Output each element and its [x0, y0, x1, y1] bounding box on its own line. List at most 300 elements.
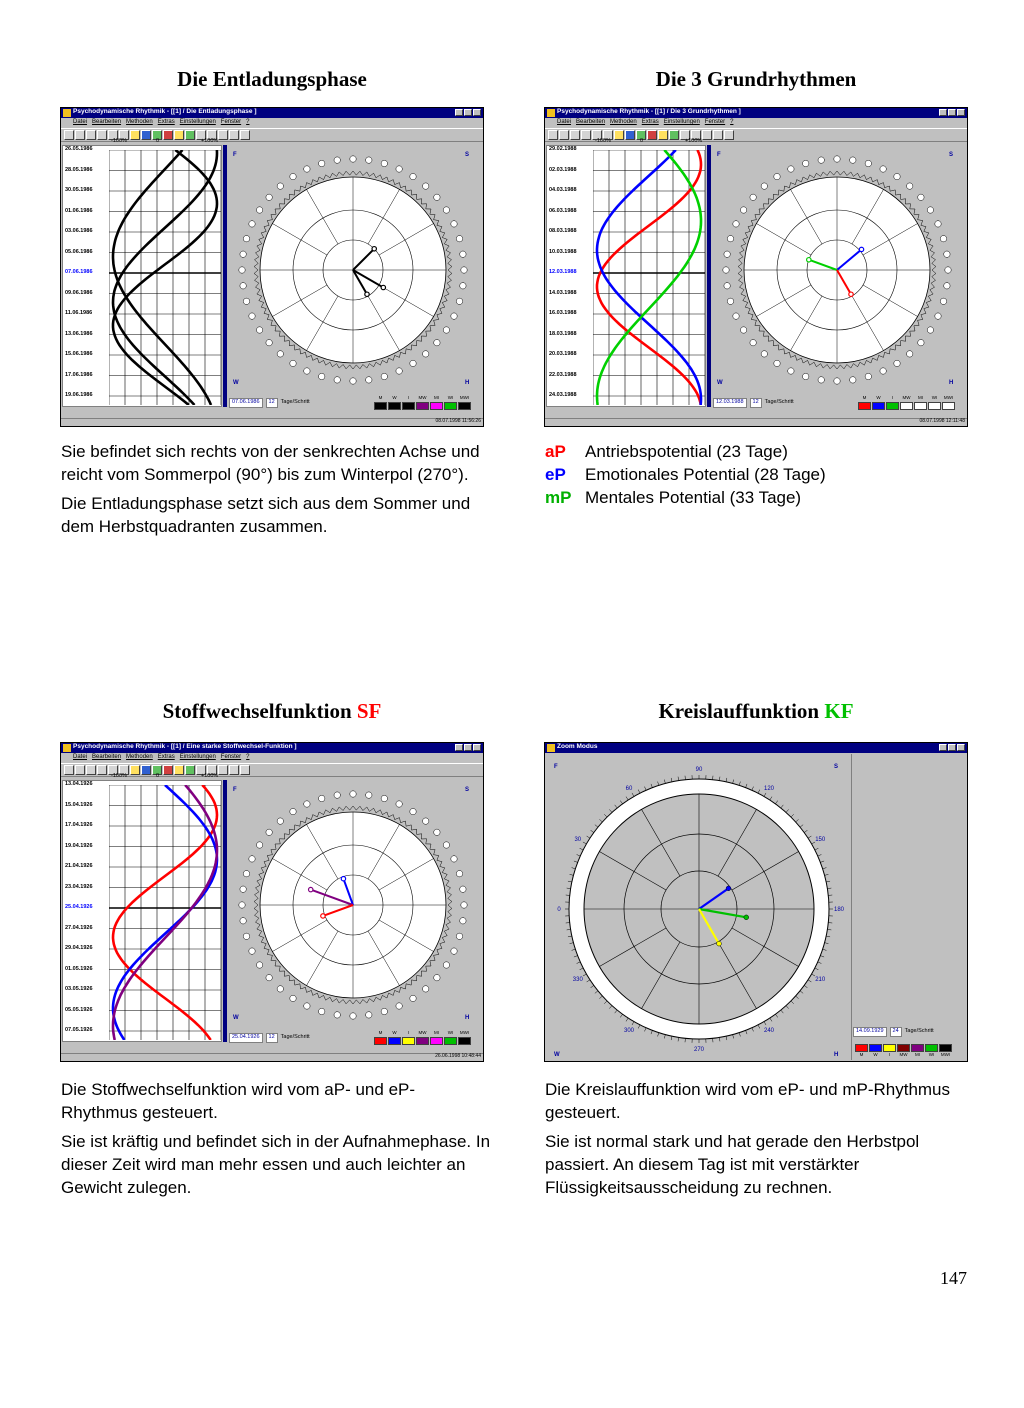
swatch-labels — [374, 396, 471, 401]
corner-label-f: F — [233, 787, 237, 793]
corner-label-h: H — [465, 380, 470, 386]
day-marker — [935, 221, 941, 227]
date-label: 28.05.1986 — [65, 166, 93, 173]
swatch-label: M — [859, 1052, 864, 1057]
date-label: 03.06.1986 — [65, 228, 93, 234]
corner-label-f: F — [233, 152, 237, 158]
corner-label-h: H — [465, 1015, 470, 1021]
minimize-button[interactable] — [455, 109, 463, 116]
toolbar-button[interactable] — [75, 765, 85, 775]
color-swatch[interactable] — [444, 1037, 457, 1045]
date-label: 23.04.1926 — [65, 883, 93, 890]
day-marker — [239, 267, 245, 273]
color-swatch[interactable] — [911, 1044, 924, 1052]
hand-tip — [717, 941, 722, 946]
toolbar-button[interactable] — [570, 130, 580, 140]
rhythm-curve — [113, 150, 211, 405]
toolbar-button[interactable] — [64, 130, 74, 140]
rhythm-curves — [109, 150, 221, 405]
date-field[interactable]: 14.09.1929 — [853, 1027, 887, 1037]
day-marker — [740, 327, 746, 333]
day-marker — [334, 157, 340, 163]
text-entladungsphase — [61, 440, 491, 544]
toolbar-button[interactable] — [86, 130, 96, 140]
date-label: 17.04.1926 — [65, 822, 93, 828]
toolbar-button[interactable] — [713, 130, 723, 140]
swatch-label: M — [378, 395, 383, 400]
date-label: 01.05.1926 — [65, 965, 93, 972]
text-kreislauf — [545, 1078, 975, 1205]
toolbar-button[interactable] — [240, 130, 250, 140]
day-marker — [334, 1012, 340, 1018]
zoom-date-control — [853, 1027, 934, 1037]
toolbar-button[interactable] — [548, 130, 558, 140]
swatch-label: M — [378, 1030, 383, 1035]
color-swatch[interactable] — [402, 1037, 415, 1045]
color-swatches — [374, 1037, 471, 1045]
screenshot-window-stoffwechsel — [60, 742, 484, 1062]
day-marker — [266, 194, 272, 200]
date-label: 07.06.1986 — [65, 269, 93, 275]
corner-label-w: W — [233, 380, 239, 386]
heading-stoffwechsel — [62, 699, 482, 724]
day-marker — [460, 886, 466, 892]
toolbar-button[interactable] — [724, 130, 734, 140]
toolbar-button[interactable] — [218, 765, 228, 775]
color-swatch[interactable] — [374, 1037, 387, 1045]
rhythm-curve — [597, 150, 701, 405]
paragraph: Sie ist normal stark und hat gerade den Herbstpol passiert. An diesem Tag ist mit verstärkter Flüssigkeitsausscheidung zu rechnen. — [545, 1132, 920, 1197]
date-control — [229, 398, 310, 408]
swatch-label: I — [888, 1052, 891, 1057]
legend-text: Emotionales Potential (28 Tage) — [585, 465, 826, 484]
toolbar-button[interactable] — [581, 130, 591, 140]
corner-label-w: W — [233, 1015, 239, 1021]
date-label: 12.03.1988 — [549, 269, 577, 275]
menu-item[interactable]: Bearbeiten — [92, 119, 122, 125]
toolbar-button[interactable] — [141, 130, 151, 140]
date-control — [229, 1033, 310, 1043]
color-swatch[interactable] — [458, 402, 471, 410]
toolbar-button[interactable] — [75, 130, 85, 140]
color-swatch[interactable] — [416, 1037, 429, 1045]
day-marker — [277, 818, 283, 824]
day-marker — [319, 373, 325, 379]
day-marker — [750, 340, 756, 346]
day-marker — [249, 856, 255, 862]
date-control — [713, 398, 794, 408]
splitter — [223, 145, 227, 407]
day-marker — [396, 801, 402, 807]
date-label: 19.04.1926 — [65, 842, 93, 849]
heading-accent-sf: SF — [356, 699, 382, 723]
title-bar — [545, 108, 967, 118]
rhythm-curve — [113, 150, 217, 405]
minimize-button[interactable] — [455, 744, 463, 751]
swatch-label: I — [407, 1030, 410, 1035]
day-marker — [249, 313, 255, 319]
close-button[interactable] — [957, 109, 965, 116]
close-button[interactable] — [473, 744, 481, 751]
date-label: 16.03.1988 — [549, 310, 577, 316]
degree-label: 150 — [815, 837, 826, 843]
toolbar-button[interactable] — [240, 765, 250, 775]
corner-label-f: F — [717, 152, 721, 158]
color-swatch[interactable] — [886, 402, 899, 410]
day-marker — [304, 368, 310, 374]
day-marker — [290, 808, 296, 814]
color-swatch[interactable] — [939, 1044, 952, 1052]
day-marker — [456, 871, 462, 877]
toolbar-button[interactable] — [647, 130, 657, 140]
date-field[interactable]: 07.06.1986 — [229, 398, 263, 408]
degree-label: 120 — [763, 785, 775, 792]
maximize-button[interactable] — [948, 109, 956, 116]
menu-item[interactable]: Datei — [73, 754, 88, 760]
day-marker — [461, 267, 467, 273]
step-field[interactable]: 12 — [266, 398, 278, 408]
day-marker — [290, 360, 296, 366]
day-marker — [240, 918, 246, 924]
step-field[interactable]: 12 — [266, 1033, 278, 1043]
color-swatch[interactable] — [458, 1037, 471, 1045]
menu-item[interactable]: Extras — [157, 119, 175, 125]
color-swatches — [374, 402, 471, 410]
menu-item[interactable]: Fenster — [704, 119, 726, 125]
legend-key: mP — [545, 488, 572, 507]
day-marker — [423, 351, 429, 357]
date-label: 27.04.1926 — [65, 924, 93, 931]
day-marker — [443, 842, 449, 848]
screenshot-window-grundrhythmen — [544, 107, 968, 427]
step-field[interactable]: 24 — [890, 1027, 902, 1037]
swatch-label: M — [862, 395, 867, 400]
window-buttons — [939, 109, 965, 116]
swatch-label: W — [876, 395, 881, 400]
toolbar-button[interactable] — [218, 130, 228, 140]
phase-circle-diagram — [228, 780, 480, 1042]
menu-item[interactable]: Bearbeiten — [92, 754, 122, 760]
screenshot-window-zoom — [544, 742, 968, 1062]
date-label: 14.03.1988 — [549, 289, 577, 296]
day-marker — [724, 283, 730, 289]
menu-item[interactable]: Methoden — [126, 754, 153, 760]
toolbar-button[interactable] — [229, 765, 239, 775]
app-icon — [547, 744, 555, 752]
date-label: 02.03.1988 — [549, 166, 577, 173]
hand-tip — [726, 886, 731, 891]
date-field[interactable]: 12.03.1988 — [713, 398, 747, 408]
day-marker — [918, 194, 924, 200]
menu-item[interactable]: Methoden — [126, 119, 153, 125]
hand-tip — [849, 292, 853, 296]
menu-item[interactable]: Datei — [73, 119, 88, 125]
rhythm-curves — [593, 150, 705, 405]
day-marker — [788, 166, 794, 172]
swatch-labels — [374, 1031, 471, 1036]
swatch-label: WI — [928, 1052, 935, 1057]
day-marker — [319, 160, 325, 166]
window-title: Psychodynamische Rhythmik - [[1] / Eine starke Stoffwechsel-Funktion ] — [73, 743, 297, 750]
status-bar: 08.07.1998 12:11:48 — [545, 418, 967, 426]
day-marker — [834, 378, 840, 384]
app-icon — [63, 109, 71, 117]
day-marker — [277, 183, 283, 189]
day-marker — [350, 156, 356, 162]
color-swatch[interactable] — [430, 1037, 443, 1045]
menu-item[interactable]: ? — [246, 119, 250, 125]
color-swatch[interactable] — [402, 402, 415, 410]
color-swatch[interactable] — [925, 1044, 938, 1052]
menu-item[interactable]: ? — [730, 119, 734, 125]
date-label: 20.03.1988 — [549, 351, 577, 357]
day-marker — [461, 902, 467, 908]
day-marker — [240, 283, 246, 289]
window-title: Psychodynamische Rhythmik - [[1] / Die Entladungsphase ] — [73, 108, 257, 115]
date-label: 15.04.1926 — [65, 801, 93, 808]
day-marker — [277, 986, 283, 992]
day-marker — [434, 975, 440, 981]
swatch-label: MI — [918, 395, 923, 400]
swatch-label: MI — [434, 1030, 439, 1035]
rhythm-curve — [113, 150, 217, 405]
date-label: 18.03.1988 — [549, 330, 577, 337]
swatch-label: WI — [931, 395, 938, 400]
swatch-label: WI — [447, 1030, 454, 1035]
maximize-button[interactable] — [464, 109, 472, 116]
day-marker — [334, 377, 340, 383]
screenshot-window-entladung — [60, 107, 484, 427]
splitter — [223, 780, 227, 1042]
maximize-button[interactable] — [464, 744, 472, 751]
day-marker — [443, 327, 449, 333]
date-label: 01.06.1986 — [65, 207, 93, 214]
menu-item[interactable]: Einstellungen — [663, 119, 700, 125]
color-swatch[interactable] — [444, 402, 457, 410]
color-swatch[interactable] — [914, 402, 927, 410]
day-marker — [880, 368, 886, 374]
day-marker — [761, 351, 767, 357]
menu-item[interactable]: Datei — [557, 119, 572, 125]
menu-item[interactable]: Fenster — [220, 119, 242, 125]
date-label: 30.05.1986 — [65, 187, 93, 193]
day-marker — [277, 351, 283, 357]
day-marker — [451, 856, 457, 862]
axis-label: 0 — [640, 138, 644, 144]
menu-item[interactable]: Einstellungen — [179, 754, 216, 760]
heading-text: Kreislauffunktion — [658, 699, 825, 723]
zoom-circle-diagram — [546, 754, 851, 1062]
toolbar-button[interactable] — [702, 130, 712, 140]
phase-circle-diagram — [228, 145, 480, 407]
day-marker — [818, 157, 824, 163]
color-swatches — [855, 1044, 952, 1052]
day-marker — [423, 818, 429, 824]
date-label: 11.06.1986 — [65, 310, 93, 316]
day-marker — [240, 251, 246, 257]
window-buttons — [939, 744, 965, 751]
toolbar-button[interactable] — [174, 765, 184, 775]
day-marker — [266, 975, 272, 981]
menu-item[interactable]: Fenster — [220, 754, 242, 760]
color-swatch[interactable] — [855, 1044, 868, 1052]
day-marker — [940, 236, 946, 242]
toolbar-button[interactable] — [229, 130, 239, 140]
toolbar-button[interactable] — [97, 765, 107, 775]
color-swatch[interactable] — [900, 402, 913, 410]
menu-bar — [61, 118, 483, 128]
hand-tip — [381, 285, 385, 289]
rhythm-curve — [597, 150, 701, 405]
day-marker — [850, 377, 856, 383]
day-marker — [396, 368, 402, 374]
day-marker — [256, 327, 262, 333]
color-swatch[interactable] — [883, 1044, 896, 1052]
menu-item[interactable]: Einstellungen — [179, 119, 216, 125]
heading-text: Stoffwechselfunktion — [162, 699, 357, 723]
step-field[interactable]: 12 — [750, 398, 762, 408]
day-marker — [381, 160, 387, 166]
step-label: Tage/Schritt — [280, 399, 310, 405]
color-swatch[interactable] — [928, 402, 941, 410]
day-marker — [443, 962, 449, 968]
color-swatch[interactable] — [942, 402, 955, 410]
legend-row-ep — [545, 463, 826, 486]
toolbar-button[interactable] — [86, 765, 96, 775]
date-label: 13.04.1926 — [65, 781, 93, 787]
swatch-label: I — [407, 395, 410, 400]
zoom-side-panel — [851, 754, 966, 1060]
date-field[interactable]: 25.04.1926 — [229, 1033, 263, 1043]
heading-entladungsphase — [62, 67, 482, 92]
axis-label: +100% — [685, 138, 703, 144]
toolbar-button[interactable] — [614, 130, 624, 140]
hand-tip — [365, 292, 369, 296]
hand-tip — [744, 915, 749, 920]
toolbar-button[interactable] — [130, 765, 140, 775]
degree-label: 60 — [625, 785, 633, 792]
swatch-label: MW — [418, 395, 427, 400]
text-stoffwechsel — [61, 1078, 491, 1205]
hand-tip — [341, 876, 345, 880]
toolbar-button[interactable] — [163, 765, 173, 775]
color-swatch[interactable] — [869, 1044, 882, 1052]
degree-label: 270 — [693, 1047, 705, 1053]
date-label: 29.04.1926 — [65, 945, 93, 951]
day-marker — [940, 298, 946, 304]
day-marker — [423, 986, 429, 992]
date-label: 06.03.1988 — [549, 207, 577, 214]
day-marker — [366, 792, 372, 798]
day-marker — [366, 1012, 372, 1018]
minimize-button[interactable] — [939, 744, 947, 751]
menu-item[interactable]: Methoden — [610, 119, 637, 125]
toolbar-button[interactable] — [185, 765, 195, 775]
close-button[interactable] — [957, 744, 965, 751]
menu-item[interactable]: Bearbeiten — [576, 119, 606, 125]
toolbar-button[interactable] — [658, 130, 668, 140]
swatch-label: MWI — [940, 1052, 951, 1057]
day-marker — [350, 378, 356, 384]
minimize-button[interactable] — [939, 109, 947, 116]
toolbar-button[interactable] — [174, 130, 184, 140]
day-marker — [410, 173, 416, 179]
day-marker — [451, 221, 457, 227]
color-swatch[interactable] — [416, 402, 429, 410]
day-marker — [944, 283, 950, 289]
menu-item[interactable]: ? — [246, 754, 250, 760]
day-marker — [290, 173, 296, 179]
day-marker — [451, 313, 457, 319]
color-swatch[interactable] — [897, 1044, 910, 1052]
color-swatch[interactable] — [388, 402, 401, 410]
degree-label: 300 — [623, 1028, 635, 1035]
axis-label: 0 — [156, 773, 160, 779]
toolbar-button[interactable] — [141, 765, 151, 775]
day-marker — [733, 313, 739, 319]
color-swatch[interactable] — [858, 402, 871, 410]
day-marker — [774, 360, 780, 366]
color-swatch[interactable] — [374, 402, 387, 410]
toolbar-button[interactable] — [185, 130, 195, 140]
date-label: 13.06.1986 — [65, 330, 93, 337]
swatch-label: W — [392, 395, 397, 400]
day-marker — [907, 351, 913, 357]
toolbar-button[interactable] — [163, 130, 173, 140]
rhythm-curves — [109, 785, 221, 1040]
day-marker — [290, 995, 296, 1001]
close-button[interactable] — [473, 109, 481, 116]
maximize-button[interactable] — [948, 744, 956, 751]
day-marker — [740, 207, 746, 213]
day-marker — [818, 377, 824, 383]
day-marker — [935, 313, 941, 319]
menu-item[interactable]: Extras — [157, 754, 175, 760]
toolbar-button[interactable] — [669, 130, 679, 140]
heading-kreislauf — [546, 699, 966, 724]
toolbar-button[interactable] — [97, 130, 107, 140]
date-label: 26.05.1986 — [65, 146, 93, 152]
day-marker — [894, 360, 900, 366]
menu-item[interactable]: Extras — [641, 119, 659, 125]
rhythm-curve — [597, 150, 701, 405]
title-bar — [61, 743, 483, 753]
day-marker — [733, 221, 739, 227]
color-swatch[interactable] — [388, 1037, 401, 1045]
day-marker — [944, 251, 950, 257]
toolbar-button[interactable] — [559, 130, 569, 140]
toolbar-button[interactable] — [130, 130, 140, 140]
color-swatch[interactable] — [430, 402, 443, 410]
legend-grundrhythmen — [545, 440, 826, 509]
day-marker — [249, 221, 255, 227]
day-marker — [865, 160, 871, 166]
color-swatch[interactable] — [872, 402, 885, 410]
day-marker — [918, 340, 924, 346]
toolbar-button[interactable] — [64, 765, 74, 775]
window-title: Psychodynamische Rhythmik - [[1] / Die 3 Grundrhythmen ] — [557, 108, 741, 115]
day-marker — [894, 173, 900, 179]
axis-label: -100% — [111, 773, 127, 779]
axis-label: +100% — [201, 773, 219, 779]
day-marker — [410, 360, 416, 366]
toolbar-button[interactable] — [625, 130, 635, 140]
day-marker — [434, 829, 440, 835]
day-marker — [945, 267, 951, 273]
day-marker — [907, 183, 913, 189]
swatch-label: MWI — [459, 395, 470, 400]
date-label: 04.03.1988 — [549, 187, 577, 193]
